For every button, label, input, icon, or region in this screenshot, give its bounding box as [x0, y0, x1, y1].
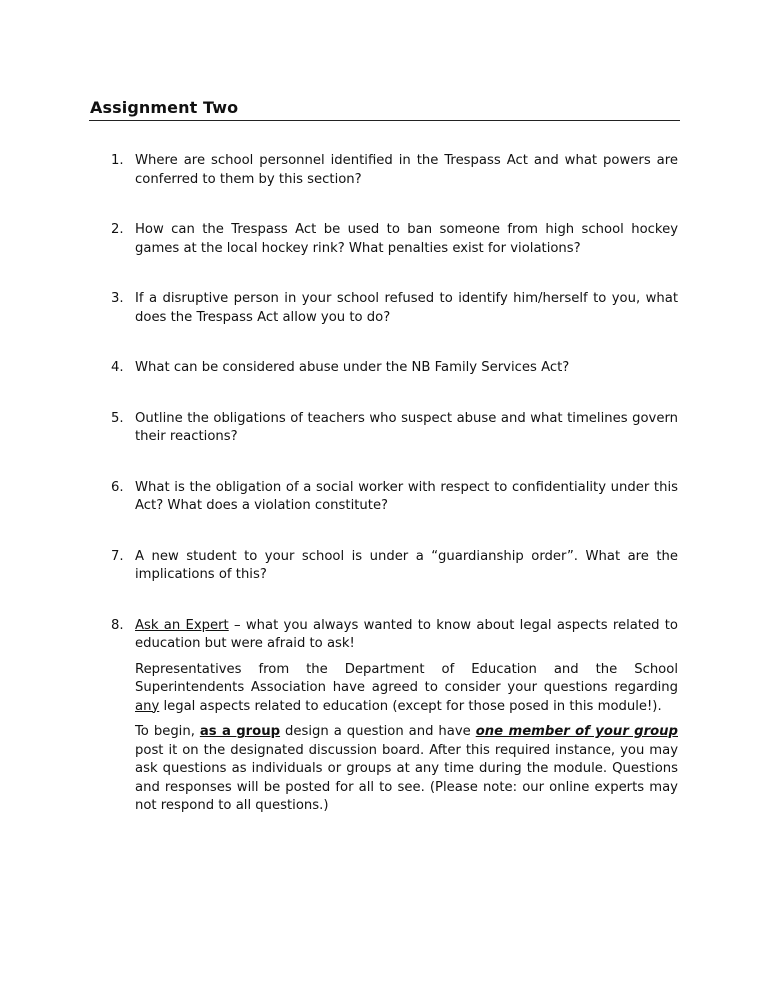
instructions-paragraph — [135, 723, 678, 816]
question-text: What is the obligation of a social worker with respect to confidentiality under this Act? What does a violation constitute? — [135, 479, 678, 513]
one-member-emphasis: one member of your group — [475, 724, 678, 739]
ask-expert-link: Ask an Expert — [135, 617, 229, 633]
list-item — [108, 410, 678, 447]
paragraph-text: post it on the designated discussion board. After this required instance, you may ask questions as individuals or groups at any time during the module. Questions and responses will be posted for all to see. (Please note: our online experts may not respond to all questions.) — [135, 742, 678, 813]
list-item — [108, 152, 678, 189]
item-number: 3. — [111, 291, 124, 306]
question-text: If a disruptive person in your school refused to identify him/herself to you, what does the Trespass Act allow you to do? — [135, 291, 678, 325]
item-number: 7. — [111, 548, 124, 564]
item-number: 1. — [111, 153, 124, 168]
ask-expert-rest: – what you always wanted to know about legal aspects related to education but were afraid to ask! — [135, 617, 678, 651]
question-list — [108, 152, 678, 816]
list-item-ask-expert — [108, 617, 678, 816]
question-text: Where are school personnel identified in the Trespass Act and what powers are conferred to them by this section? — [135, 153, 678, 187]
title-divider — [89, 120, 680, 121]
paragraph-text: design a question and have — [280, 724, 476, 739]
item-number: 8. — [111, 617, 124, 633]
paragraph-text: legal aspects related to education (except for those posed in this module!). — [159, 698, 662, 714]
list-item — [108, 479, 678, 516]
list-item — [108, 290, 678, 327]
item-number: 6. — [111, 479, 124, 495]
item-number: 4. — [111, 360, 124, 375]
question-text: Outline the obligations of teachers who suspect abuse and what timelines govern their reactions? — [135, 410, 678, 444]
item-number: 2. — [111, 222, 124, 237]
list-item — [108, 548, 678, 585]
question-text: How can the Trespass Act be used to ban someone from high school hockey games at the local hockey rink? What penalties exist for violations? — [135, 222, 678, 256]
any-emphasis: any — [135, 698, 160, 714]
paragraph-text: Representatives from the Department of Education and the School Superintendents Association have agreed to consider your questions regarding — [135, 661, 678, 695]
item-number: 5. — [111, 410, 124, 426]
ask-expert-intro — [135, 617, 678, 654]
question-text: What can be considered abuse under the NB Family Services Act? — [135, 360, 570, 375]
page-title: Assignment Two — [90, 98, 239, 117]
question-text: A new student to your school is under a “guardianship order”. What are the implications of this? — [135, 548, 678, 582]
list-item — [108, 221, 678, 258]
representatives-paragraph — [135, 661, 678, 717]
list-item — [108, 359, 678, 378]
paragraph-text: To begin, — [135, 724, 200, 739]
as-a-group-emphasis: as a group — [199, 724, 281, 739]
